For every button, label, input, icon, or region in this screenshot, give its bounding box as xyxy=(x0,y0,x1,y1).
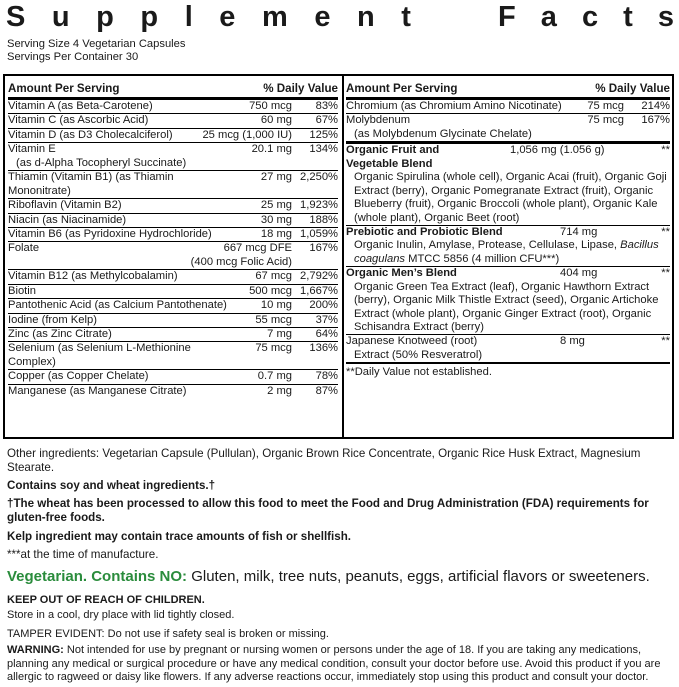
nutrient-dv: 136% xyxy=(309,342,338,355)
nutrient-amount: 75 mcg xyxy=(587,114,624,127)
nutrient-name: Zinc (as Zinc Citrate) xyxy=(8,328,112,340)
keep-out-note: KEEP OUT OF REACH OF CHILDREN. xyxy=(7,594,205,606)
nutrient-amount: 27 mg xyxy=(260,171,292,184)
nutrient-name: Biotin xyxy=(8,284,36,297)
nutrient-row xyxy=(8,342,338,370)
nutrient-row xyxy=(8,270,338,284)
nutrient-row xyxy=(8,285,338,299)
nutrient-name: Vitamin B12 (as Methylcobalamin) xyxy=(8,270,178,283)
blend-amount: 404 mg xyxy=(560,267,598,280)
nutrient-amount: 18 mg xyxy=(260,227,292,240)
nutrient-row xyxy=(8,171,338,199)
nutrient-dv: 67% xyxy=(315,114,338,127)
wheat-note: †The wheat has been processed to allow this food to meet the Food and Drug Administration (FDA) requirements for gluten-free foods. xyxy=(7,497,649,524)
nutrient-dv: 134% xyxy=(309,143,338,156)
blend-name: Organic Fruit and xyxy=(346,144,440,157)
nutrient-amount: 0.7 mg xyxy=(257,370,292,383)
blend-row xyxy=(346,267,670,335)
right-column xyxy=(346,76,670,380)
blend-dv: ** xyxy=(661,225,670,238)
nutrient-row xyxy=(8,328,338,342)
nutrient-row xyxy=(8,143,338,171)
nutrient-amount: 500 mcg xyxy=(249,284,292,297)
nutrient-name: Vitamin D (as D3 Cholecalciferol) xyxy=(8,128,173,141)
amount-per-serving-label: Amount Per Serving xyxy=(8,82,120,96)
nutrient-dv: 1,667% xyxy=(300,284,338,297)
knotweed-amount: 8 mg xyxy=(560,335,585,348)
nutrient-amount: 30 mg xyxy=(260,213,292,226)
nutrient-name: Copper (as Copper Chelate) xyxy=(8,370,149,383)
manufacture-note: ***at the time of manufacture. xyxy=(7,548,159,561)
left-column xyxy=(8,76,338,398)
serving-info xyxy=(7,38,186,64)
nutrient-name: Vitamin A (as Beta-Carotene) xyxy=(8,100,153,112)
nutrient-row xyxy=(8,129,338,143)
nutrient-name: Molybdenum (as Molybdenum Glycinate Chelate) xyxy=(346,114,566,141)
nutrient-dv: 64% xyxy=(315,328,338,340)
nutrient-dv: 125% xyxy=(309,128,338,141)
nutrient-amount: 75 mcg xyxy=(255,342,292,355)
nutrient-dv: 1,923% xyxy=(300,199,338,212)
nutrient-row xyxy=(8,228,338,242)
left-header xyxy=(8,76,338,100)
vegetarian-statement xyxy=(7,568,672,586)
blend-row xyxy=(346,144,670,226)
vegetarian-rest: Gluten, milk, tree nuts, peanuts, eggs, artificial flavors or sweeteners. xyxy=(187,568,650,585)
nutrient-amount: 67 mcg xyxy=(255,270,292,283)
nutrient-amount: 75 mcg xyxy=(587,100,624,112)
nutrient-row xyxy=(8,199,338,213)
nutrient-name: Pantothenic Acid (as Calcium Pantothenate) xyxy=(8,299,227,312)
title-word-1: S u p p l e m e n t xyxy=(6,1,411,33)
column-divider xyxy=(342,76,344,437)
nutrient-dv: 37% xyxy=(315,313,338,326)
knotweed-dv: ** xyxy=(661,335,670,348)
blend-amount: 714 mg xyxy=(560,225,598,238)
blend-row xyxy=(346,226,670,267)
nutrient-dv: 87% xyxy=(315,384,338,397)
tamper-note: TAMPER EVIDENT: Do not use if safety seal is broken or missing. xyxy=(7,628,329,640)
nutrient-name: Niacin (as Niacinamide) xyxy=(8,213,127,226)
nutrient-amount: 667 mcg DFE (400 mcg Folic Acid) xyxy=(190,242,292,268)
nutrient-name: Folate xyxy=(8,242,40,255)
knotweed-name: Japanese Knotweed (root) xyxy=(346,335,478,348)
blend-description: Organic Spirulina (whole cell), Organic Acai (fruit), Organic Goji Extract (berry), Organic Pomegranate Extract (fruit), Organic Blueberry (fruit), Organic Broccoli (whole plant), Organic Kale (whole plant), Organic Beet (root) xyxy=(354,171,667,224)
blends xyxy=(346,144,670,335)
nutrient-name: Selenium (as Selenium L-Methionine Complex) xyxy=(8,342,191,368)
nutrient-dv: 83% xyxy=(315,100,338,112)
amount-per-serving-label: Amount Per Serving xyxy=(346,82,458,96)
nutrient-dv: 1,059% xyxy=(300,227,338,240)
nutrient-name: Chromium (as Chromium Amino Nicotinate) xyxy=(346,100,562,112)
nutrient-row xyxy=(8,370,338,384)
nutrient-amount: 25 mcg (1,000 IU) xyxy=(202,128,292,141)
title-word-2: F a c t s xyxy=(498,1,674,33)
right-rows xyxy=(346,100,670,144)
other-ingredients: Other ingredients: Vegetarian Capsule (Pullulan), Organic Brown Rice Concentrate, Organic Rice Husk Extract, Magnesium Stearate. xyxy=(7,447,641,474)
nutrient-dv: 2,250% xyxy=(300,171,338,184)
nutrient-amount: 60 mg xyxy=(260,114,292,127)
nutrient-row xyxy=(346,114,670,144)
nutrient-name: Vitamin E (as d-Alpha Tocopheryl Succinate) xyxy=(8,143,234,170)
nutrient-sub: (as Molybdenum Glycinate Chelate) xyxy=(354,127,532,140)
nutrient-row xyxy=(8,100,338,114)
nutrient-dv: 167% xyxy=(641,114,670,127)
blend-dv: ** xyxy=(661,267,670,280)
nutrient-amount: 20.1 mg xyxy=(251,143,292,156)
blend-name: Organic Men’s Blend xyxy=(346,267,457,280)
nutrient-sub: (as d-Alpha Tocopheryl Succinate) xyxy=(16,156,187,169)
nutrient-dv: 2,792% xyxy=(300,270,338,283)
nutrient-amount: 25 mg xyxy=(260,199,292,212)
nutrient-row xyxy=(8,385,338,398)
nutrient-dv: 78% xyxy=(315,370,338,383)
storage-note: Store in a cool, dry place with lid tightly closed. xyxy=(7,609,235,621)
facts-panel xyxy=(3,74,674,439)
blend-description: Organic Green Tea Extract (leaf), Organic Hawthorn Extract (berry), Organic Milk Thistle Extract (seed), Organic Artichoke Extract (whole plant), Organic Ginger Extract (root), Organic Schisandra Extract (berry) xyxy=(354,280,659,333)
left-rows xyxy=(8,100,338,398)
nutrient-amount: 55 mcg xyxy=(255,313,292,326)
nutrient-dv: 188% xyxy=(309,213,338,226)
warning-note xyxy=(7,644,672,685)
right-header xyxy=(346,76,670,100)
dv-note: **Daily Value not established. xyxy=(346,366,492,379)
nutrient-row xyxy=(8,114,338,128)
blend-dv: ** xyxy=(661,144,670,157)
nutrient-name: Riboflavin (Vitamin B2) xyxy=(8,199,122,212)
nutrient-row xyxy=(8,214,338,228)
nutrient-row xyxy=(8,242,338,270)
page-title xyxy=(6,0,674,38)
nutrient-amount: 2 mg xyxy=(267,384,292,397)
blend-amount: 1,056 mg (1.056 g) xyxy=(510,144,605,157)
blend-name-2: Vegetable Blend xyxy=(346,157,433,170)
nutrient-dv: 200% xyxy=(309,299,338,312)
nutrient-name: Vitamin B6 (as Pyridoxine Hydrochloride) xyxy=(8,227,212,240)
nutrient-row xyxy=(346,100,670,114)
nutrient-dv: 214% xyxy=(641,100,670,112)
contains-note: Contains soy and wheat ingredients.† xyxy=(7,479,216,492)
nutrient-name: Vitamin C (as Ascorbic Acid) xyxy=(8,114,149,127)
nutrient-name: Iodine (from Kelp) xyxy=(8,313,97,326)
kelp-note: Kelp ingredient may contain trace amounts of fish or shellfish. xyxy=(7,530,352,543)
nutrient-row xyxy=(8,299,338,313)
warning-label: WARNING: xyxy=(7,644,64,656)
knotweed-row xyxy=(346,335,670,364)
daily-value-label: % Daily Value xyxy=(263,82,338,96)
serving-size: Serving Size 4 Vegetarian Capsules xyxy=(7,38,186,50)
servings-per-container: Servings Per Container 30 xyxy=(7,51,139,63)
knotweed-sub: Extract (50% Resveratrol) xyxy=(354,348,483,361)
daily-value-label: % Daily Value xyxy=(595,82,670,96)
blend-name: Prebiotic and Probiotic Blend xyxy=(346,225,503,238)
nutrient-amount: 750 mcg xyxy=(249,100,292,112)
nutrient-name: Thiamin (Vitamin B1) (as Thiamin Mononitrate) xyxy=(8,171,174,197)
warning-text: Not intended for use by pregnant or nursing women or persons under the age of 18. If you are taking any medications, planning any medical or surgical procedure or have any medical condition, consult your doctor before use. Avoid this product if you are allergic to ragweed or daisy like flowers. If any adverse reactions occur, immediately stop using this product and consult your doctor. xyxy=(7,644,661,683)
nutrient-amount: 10 mg xyxy=(260,299,292,312)
nutrient-row xyxy=(8,314,338,328)
blend-description: Organic Inulin, Amylase, Protease, Cellulase, Lipase, Bacillus coagulans MTCC 5856 (4 million CFU***) xyxy=(354,239,659,265)
vegetarian-label: Vegetarian. Contains NO: xyxy=(7,568,188,585)
nutrient-amount: 7 mg xyxy=(267,328,292,340)
nutrient-dv: 167% xyxy=(309,242,338,255)
nutrient-name: Manganese (as Manganese Citrate) xyxy=(8,384,187,397)
